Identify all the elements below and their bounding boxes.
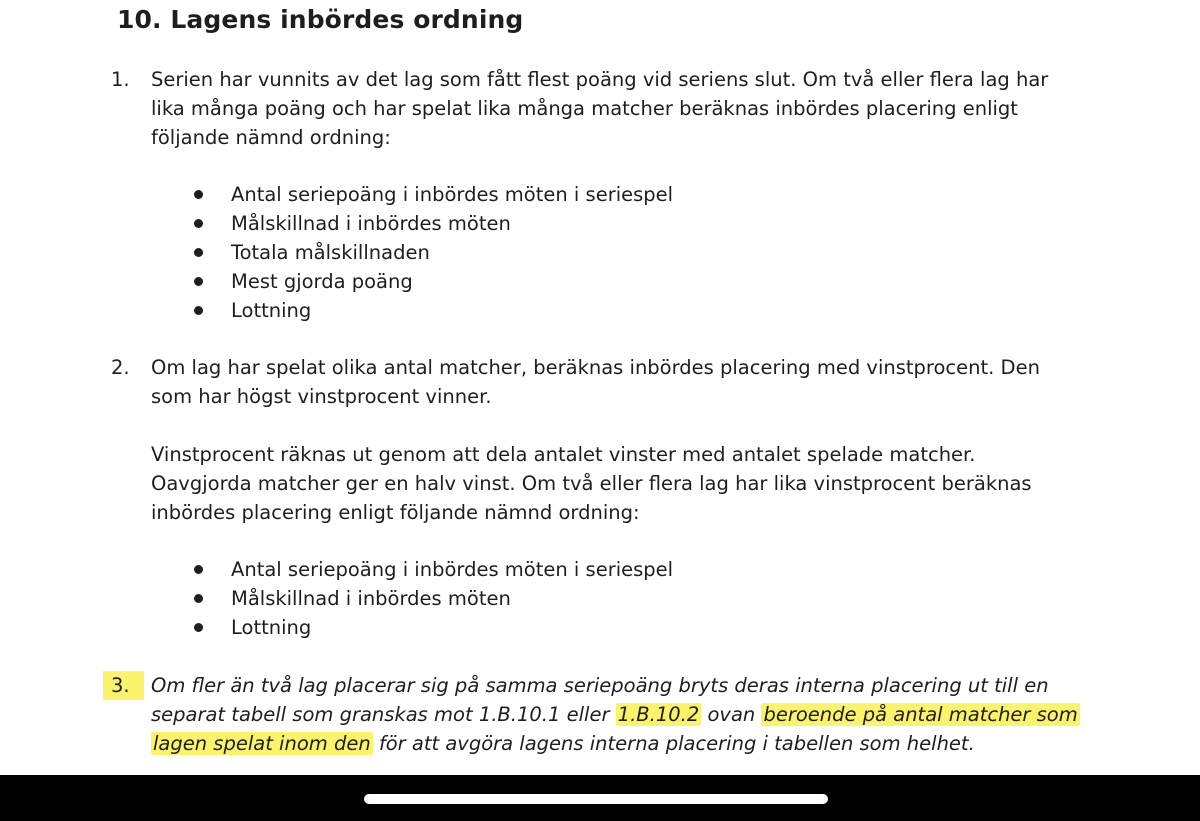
bullet-icon [194,219,203,228]
list-item-text: Antal seriepoäng i inbördes möten i seriespel [231,183,674,206]
item-2-p2-line-3: inbördes placering enligt följande nämnd ordning: [151,501,640,524]
list-item [190,613,673,642]
item-2-paragraph [151,353,1091,411]
bullet-icon [194,594,203,603]
item-2-line-1: Om lag har spelat olika antal matcher, beräknas inbördes placering med vinstprocent. Den [151,356,1040,379]
bullet-icon [194,248,203,257]
list-item-text: Totala målskillnaden [231,241,430,264]
list-item-text: Lottning [231,616,312,639]
section-heading: 10. Lagens inbördes ordning [117,5,524,34]
list-item [190,267,673,296]
list-item [190,555,673,584]
item-1-paragraph [151,65,1091,152]
bullet-icon [194,565,203,574]
list-item [190,209,673,238]
list-item [190,180,673,209]
item-2-p2-line-2: Oavgjorda matcher ger en halv vinst. Om två eller flera lag har lika vinstprocent beräknas [151,472,1032,495]
item-1-number: 1. [111,68,130,91]
item-2-line-2: som har högst vinstprocent vinner. [151,385,492,408]
item-2-p2-line-1: Vinstprocent räknas ut genom att dela antalet vinster med antalet spelade matcher. [151,443,976,466]
highlight-phrase-2: lagen spelat inom den [153,732,371,755]
bullet-icon [194,277,203,286]
item-1-line-1: Serien har vunnits av det lag som fått flest poäng vid seriens slut. Om två eller flera lag har [151,68,1049,91]
bullet-icon [194,623,203,632]
list-item [190,296,673,325]
list-item [190,238,673,267]
item-1-line-3: följande nämnd ordning: [151,126,391,149]
highlight-phrase-1: beroende på antal matcher som [763,703,1078,726]
list-item-text: Mest gjorda poäng [231,270,413,293]
item-2-paragraph-2 [151,440,1091,527]
home-indicator[interactable] [364,794,828,804]
list-item-text: Antal seriepoäng i inbördes möten i seriespel [231,558,674,581]
list-item [190,584,673,613]
bullet-icon [194,190,203,199]
item-2-bullet-list [190,555,673,642]
bottom-bar [0,775,1200,821]
item-1-line-2: lika många poäng och har spelat lika många matcher beräknas inbördes placering enligt [151,97,1018,120]
highlight-reference: 1.B.10.2 [617,703,700,726]
item-3-paragraph [151,671,1091,758]
item-2-number: 2. [111,356,130,379]
item-1-bullet-list [190,180,673,325]
list-item-text: Lottning [231,299,312,322]
item-3-line-2b: ovan [701,703,762,726]
item-3-number: 3. [103,671,144,700]
item-3-line-1: Om fler än två lag placerar sig på samma seriepoäng bryts deras interna placering ut till en [151,674,1049,697]
item-3-line-2a: separat tabell som granskas mot 1.B.10.1 eller [151,703,616,726]
item-3-line-3b: för att avgöra lagens interna placering i tabellen som helhet. [372,732,975,755]
bullet-icon [194,306,203,315]
list-item-text: Målskillnad i inbördes möten [231,587,511,610]
list-item-text: Målskillnad i inbördes möten [231,212,511,235]
